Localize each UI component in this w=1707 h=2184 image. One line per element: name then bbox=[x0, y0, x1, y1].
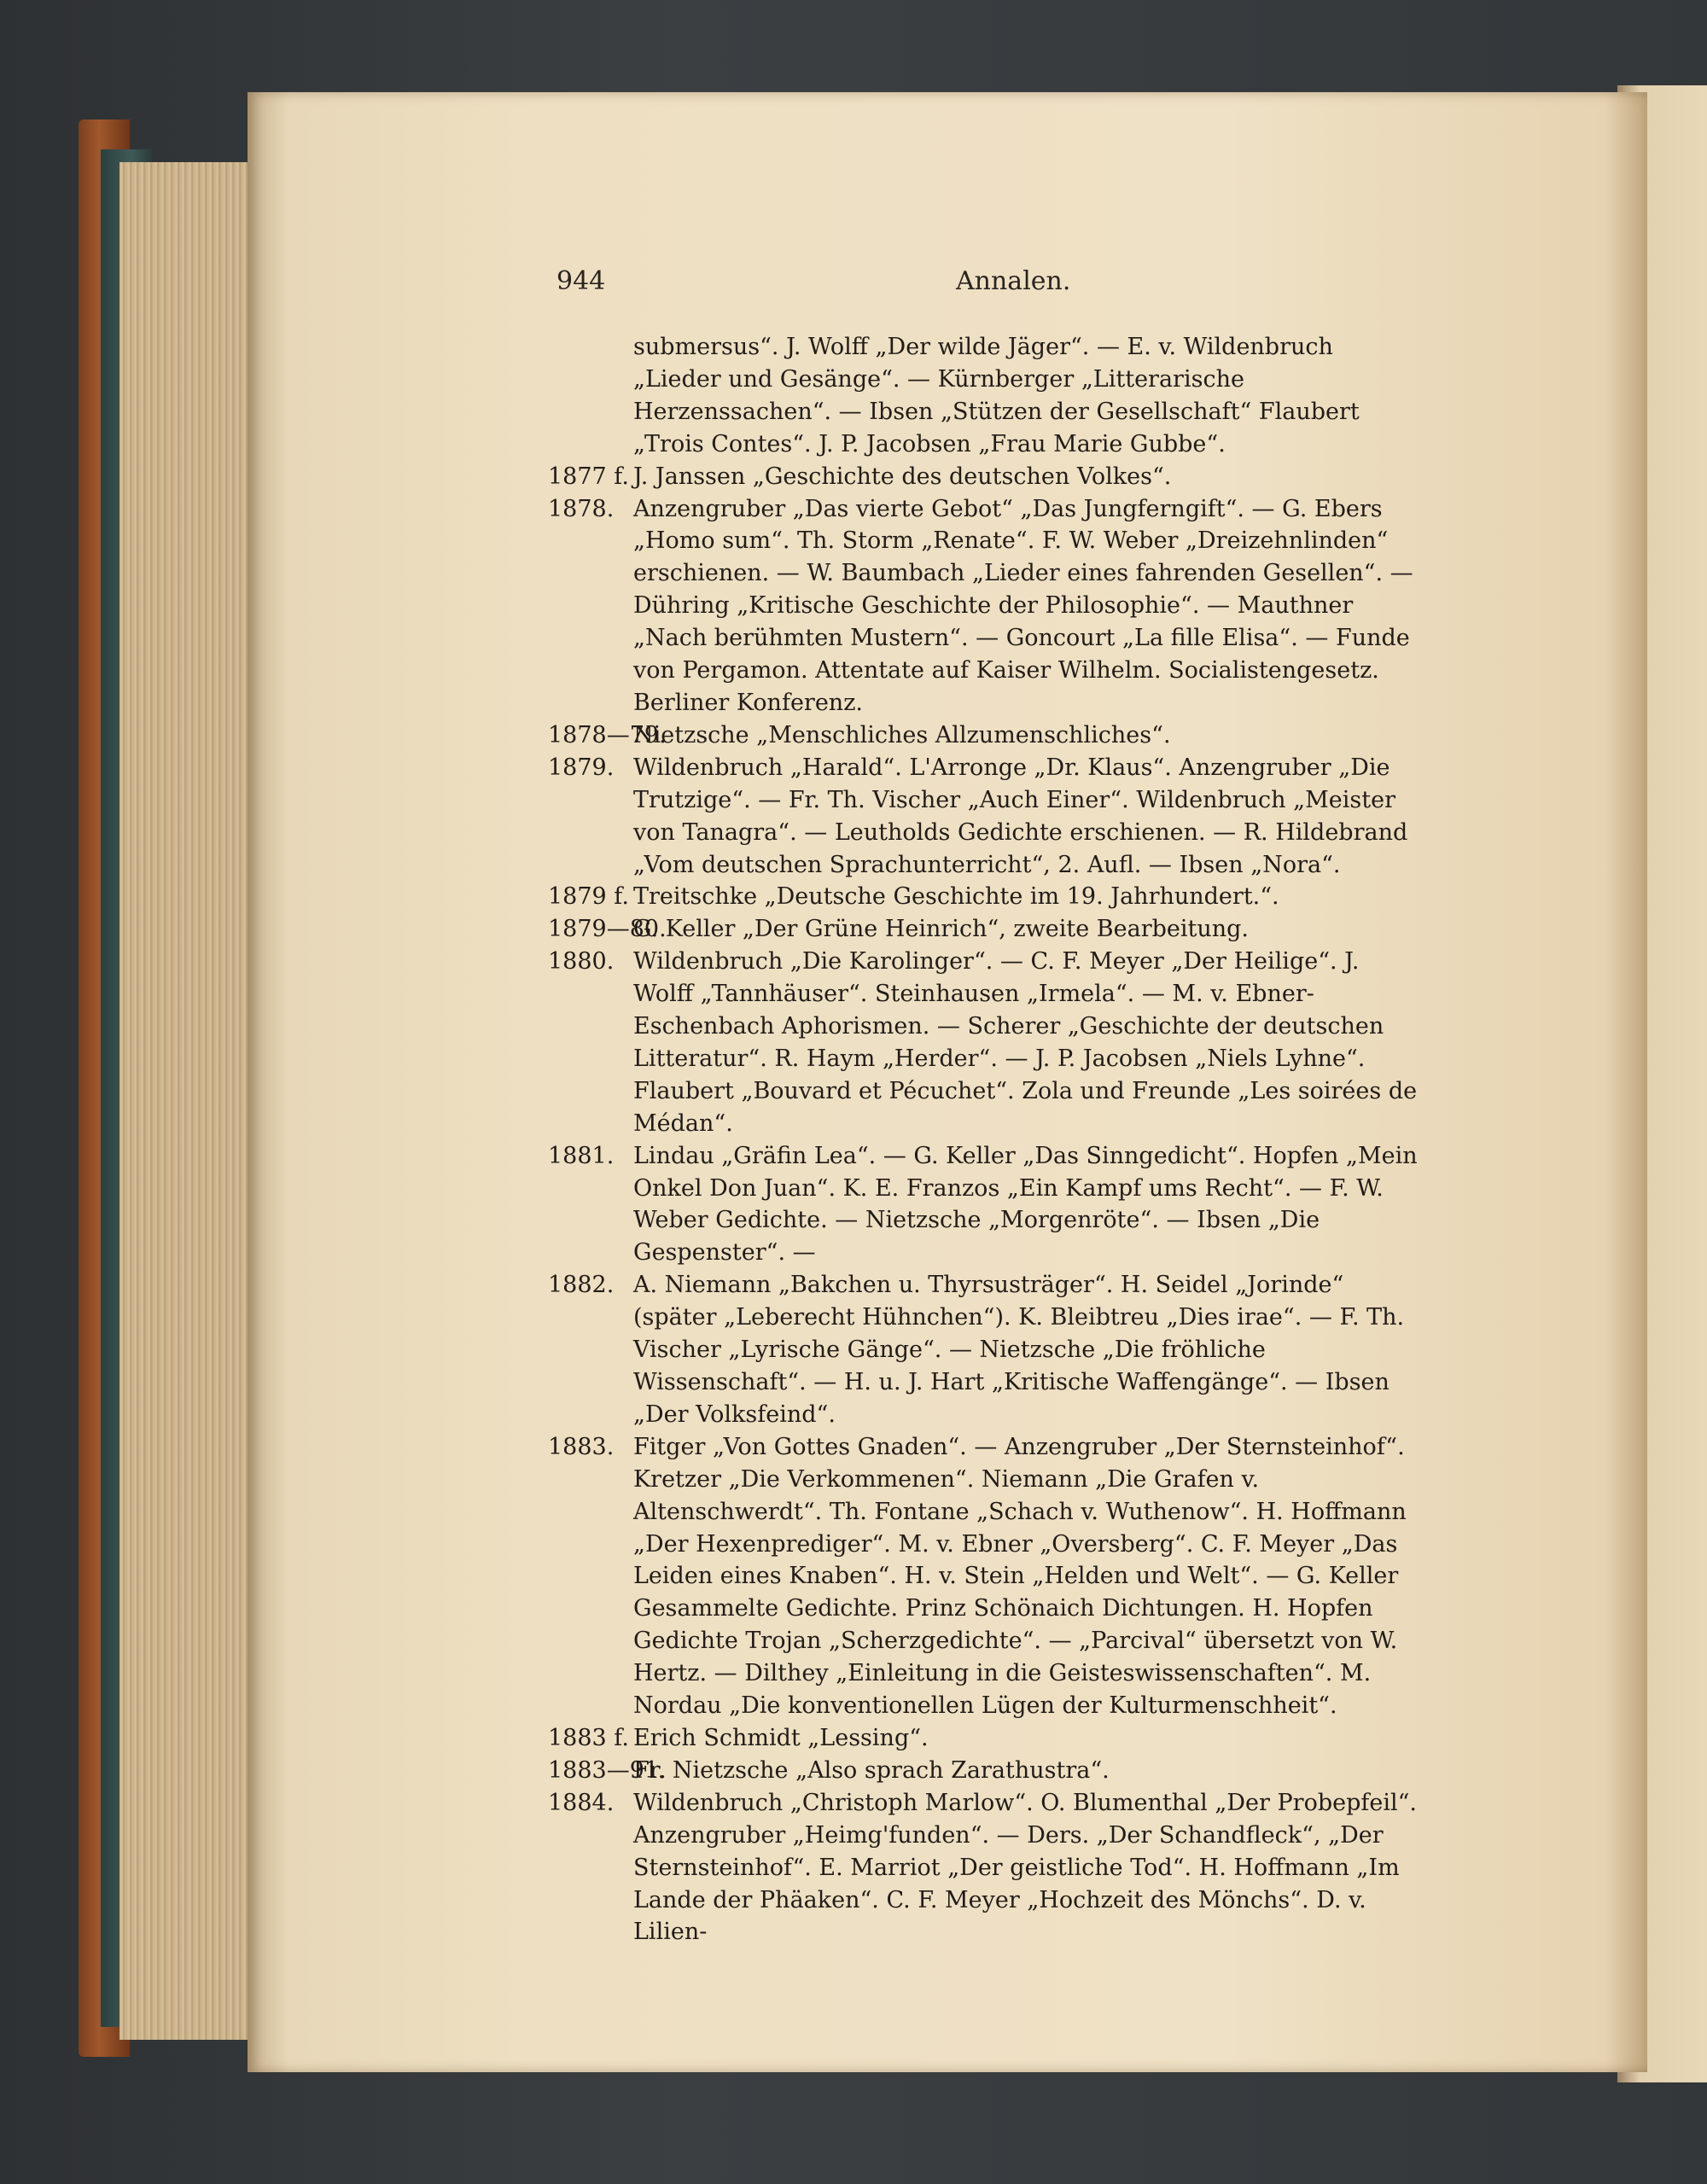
entry bbox=[548, 1140, 1419, 1270]
page-header bbox=[0, 266, 1707, 304]
entry bbox=[548, 752, 1419, 882]
entry bbox=[548, 946, 1419, 1139]
entry-text: Nietzsche „Menschliches Allzumenschliches“. bbox=[633, 721, 1171, 748]
entry-text: submersus“. J. Wolff „Der wilde Jäger“. — E. v. Wildenbruch „Lieder und Gesänge“. — Kürnberger „Litterarische Herzenssachen“. — Ibsen „Stützen der Gesellschaft“ Flaubert „Trois Contes“. J. P. Jacobsen „Frau Marie Gubbe“. bbox=[633, 334, 1360, 457]
entry bbox=[548, 1431, 1419, 1722]
entry-text: Wildenbruch „Harald“. L'Arronge „Dr. Klaus“. Anzengruber „Die Trutzige“. — Fr. Th. Vischer „Auch Einer“. Wildenbruch „Meister von Tanagra“. — Leutholds Gedichte erschienen. — R. Hildebrand „Vom deutschen Sprachunterricht“, 2. Aufl. — Ibsen „Nora“. bbox=[633, 754, 1408, 878]
entry bbox=[548, 1755, 1419, 1787]
entry-text: Erich Schmidt „Lessing“. bbox=[633, 1724, 929, 1751]
entry-year: 1880. bbox=[548, 948, 615, 976]
entry-text: Wildenbruch „Die Karolinger“. — C. F. Meyer „Der Heilige“. J. Wolff „Tannhäuser“. Steinhausen „Irmela“. — M. v. Ebner-Eschenbach Aphorismen. — Scherer „Geschichte der deutschen Litteratur“. R. Haym „Herder“. — J. P. Jacobsen „Niels Lyhne“. Flaubert „Bouvard et Pécuchet“. Zola und Freunde „Les soirées de Médan“. bbox=[633, 948, 1418, 1137]
entry bbox=[548, 461, 1419, 493]
entry-year: 1884. bbox=[548, 1789, 615, 1816]
entry-text: Treitschke „Deutsche Geschichte im 19. Jahrhundert.“. bbox=[633, 883, 1279, 911]
entry-year: 1879—80. bbox=[548, 916, 667, 943]
entry bbox=[548, 881, 1419, 913]
entry-text: Wildenbruch „Christoph Marlow“. O. Blumenthal „Der Probepfeil“. Anzengruber „Heimg'funden“. — Ders. „Der Schandfleck“, „Der Sternsteinhof“. E. Marriot „Der geistliche Tod“. H. Hoffmann „Im Lande der Phäaken“. C. F. Meyer „Hochzeit des Mönchs“. D. v. Lilien- bbox=[633, 1789, 1417, 1946]
entry-year: 1883 f. bbox=[548, 1724, 629, 1751]
entry-text: A. Niemann „Bakchen u. Thyrsusträger“. H. Seidel „Jorinde“ (später „Leberecht Hühnchen“). K. Bleibtreu „Dies irae“. — F. Th. Vischer „Lyrische Gänge“. — Nietzsche „Die fröhliche Wissenschaft“. — H. u. J. Hart „Kritische Waffengänge“. — Ibsen „Der Volksfeind“. bbox=[633, 1272, 1405, 1428]
entry bbox=[548, 719, 1419, 752]
entry-text: Fitger „Von Gottes Gnaden“. — Anzengruber „Der Sternsteinhof“. Kretzer „Die Verkommenen“. Niemann „Die Grafen v. Altenschwerdt“. Th. Fontane „Schach v. Wuthenow“. H. Hoffmann „Der Hexenprediger“. M. v. Ebner „Oversberg“. C. F. Meyer „Das Leiden eines Knaben“. H. v. Stein „Helden und Welt“. — G. Keller Gesammelte Gedichte. Prinz Schönaich Dichtungen. H. Hopfen Gedichte Trojan „Scherzgedichte“. — „Parcival“ übersetzt von W. Hertz. — Dilthey „Einleitung in die Geisteswissenschaften“. M. Nordau „Die konventionellen Lügen der Kulturmenschheit“. bbox=[633, 1433, 1407, 1720]
entry bbox=[548, 493, 1419, 719]
entry-text: Anzengruber „Das vierte Gebot“ „Das Jungferngift“. — G. Ebers „Homo sum“. Th. Storm „Renate“. F. W. Weber „Dreizehnlinden“ erschienen. — W. Baumbach „Lieder eines fahrenden Gesellen“. — Dühring „Kritische Geschichte der Philosophie“. — Mauthner „Nach berühmten Mustern“. — Goncourt „La fille Elisa“. — Funde von Pergamon. Attentate auf Kaiser Wilhelm. Socialistengesetz. Berliner Konferenz. bbox=[633, 495, 1413, 716]
entry bbox=[548, 1722, 1419, 1755]
entry-year: 1883. bbox=[548, 1433, 615, 1460]
entry-text: G. Keller „Der Grüne Heinrich“, zweite Bearbeitung. bbox=[633, 916, 1249, 943]
entry-year: 1878. bbox=[548, 495, 615, 522]
entry-year: 1878—79. bbox=[548, 721, 667, 748]
entry-year: 1883—91. bbox=[548, 1756, 667, 1784]
entry-year: 1882. bbox=[548, 1272, 615, 1299]
entry bbox=[548, 331, 1419, 461]
entry-text: Lindau „Gräfin Lea“. — G. Keller „Das Sinngedicht“. Hopfen „Mein Onkel Don Juan“. K. E. Franzos „Ein Kampf ums Recht“. — F. W. Weber Gedichte. — Nietzsche „Morgenröte“. — Ibsen „Die Gespenster“. — bbox=[633, 1142, 1418, 1267]
entry bbox=[548, 913, 1419, 946]
annals-entries bbox=[548, 331, 1419, 1948]
entry-text: Fr. Nietzsche „Also sprach Zarathustra“. bbox=[633, 1756, 1110, 1784]
entry-text: J. Janssen „Geschichte des deutschen Volkes“. bbox=[633, 463, 1172, 490]
entry-year: 1879 f. bbox=[548, 883, 629, 911]
entry bbox=[548, 1269, 1419, 1431]
entry-year: 1881. bbox=[548, 1142, 615, 1169]
running-title: Annalen. bbox=[956, 266, 1071, 296]
entry-year: 1877 f. bbox=[548, 463, 629, 490]
page-number: 944 bbox=[556, 266, 606, 296]
entry-year: 1879. bbox=[548, 754, 615, 781]
entry bbox=[548, 1787, 1419, 1949]
